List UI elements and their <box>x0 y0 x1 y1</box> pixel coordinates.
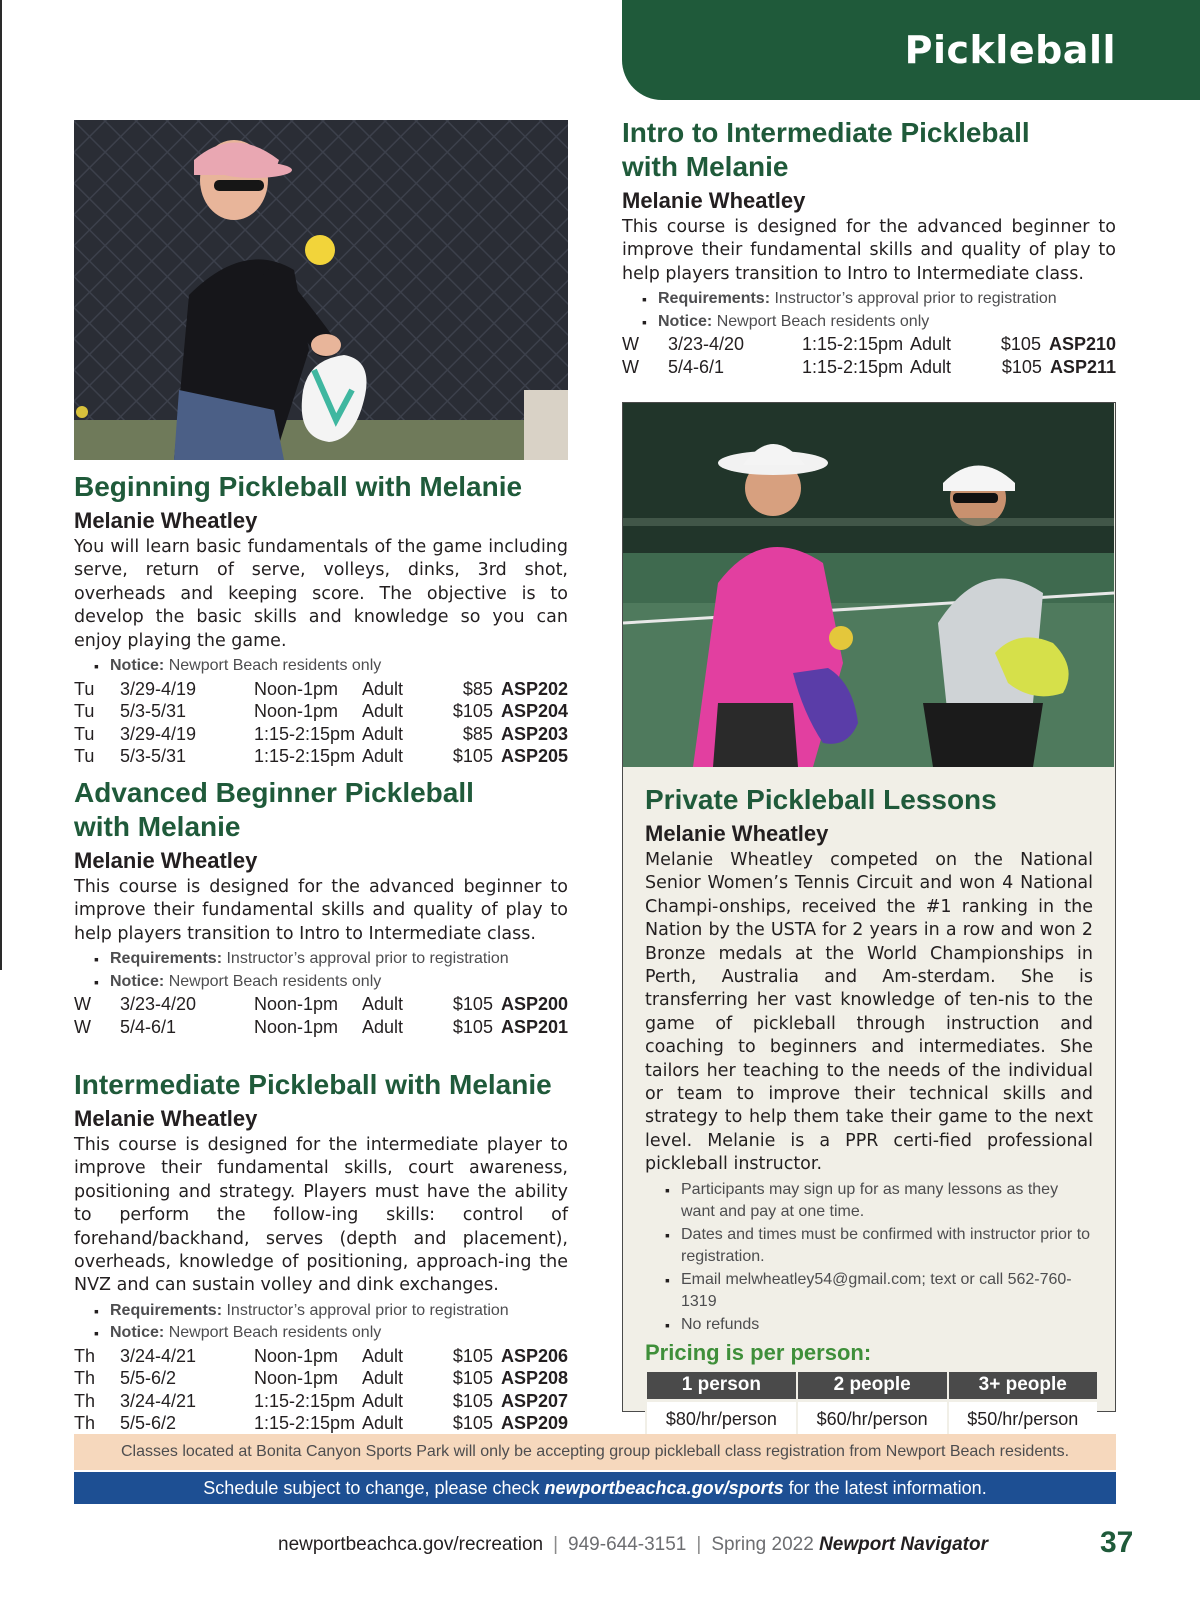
intermediate-description: This course is designed for the intermediate player to improve their fundamental skills, court awareness, positioning and strategy. Players must have the ability to perform the follow-ing skills: control of forehand/backhand, serves (depth and placement), overheads, knowledge of positioning, approach-ing the NVZ and can sustain volley and dink exchanges. <box>74 1135 568 1296</box>
advanced-notice: ▪ Notice: Newport Beach residents only <box>74 971 568 994</box>
schedule-row <box>74 1016 568 1039</box>
schedule-time: 1:15-2:15pm <box>802 334 904 355</box>
schedule-day: Th <box>74 1368 96 1389</box>
schedule-day: W <box>622 356 639 377</box>
schedule-fee: $105 ASP207 <box>452 1390 568 1411</box>
schedule-fee: $105 ASP206 <box>452 1345 568 1366</box>
intermediate-title: Intermediate Pickleball with Melanie <box>74 1069 552 1100</box>
schedule-time: Noon-1pm <box>254 994 339 1015</box>
advanced-title-line2: with Melanie <box>74 811 241 842</box>
schedule-age: Adult <box>362 723 404 744</box>
intermediate-notes <box>74 1300 568 1345</box>
schedule-change-banner: Schedule subject to change, please check newportbeachca.gov/sports for the latest information. <box>74 1472 1116 1504</box>
footer-publication: Newport Navigator <box>819 1534 988 1555</box>
schedule-age: Adult <box>362 746 404 767</box>
course-code: ASP209 <box>500 1413 568 1434</box>
course-code: ASP202 <box>500 678 568 699</box>
schedule-dates: 3/23-4/20 <box>120 994 197 1015</box>
schedule-row <box>74 700 568 723</box>
pricing-value: $50/hr/person <box>948 1400 1097 1438</box>
advanced-requirements: ▪ Requirements: Instructor’s approval prior to registration <box>74 948 568 971</box>
schedule-dates: 5/5-6/2 <box>120 1368 177 1389</box>
private-bullet: ▪ No refunds <box>645 1314 1093 1337</box>
schedule-day: Tu <box>74 746 95 767</box>
schedule-day: W <box>622 334 639 355</box>
section-title: Pickleball <box>904 28 1116 72</box>
beginning-instructor: Melanie Wheatley <box>74 508 258 533</box>
course-code: ASP205 <box>500 746 568 767</box>
page-number: 37 <box>1100 1526 1134 1559</box>
advanced-schedule <box>74 993 568 1038</box>
intro-instructor: Melanie Wheatley <box>622 188 806 213</box>
pricing-header: 2 people <box>797 1372 948 1400</box>
page-footer: newportbeachca.gov/recreation | 949-644-3151 | Spring 2022 Newport Navigator <box>278 1534 988 1555</box>
schedule-fee: $105 ASP205 <box>452 746 568 767</box>
beginning-title: Beginning Pickleball with Melanie <box>74 471 523 502</box>
schedule-day: Tu <box>74 723 95 744</box>
intro-notes <box>622 288 1116 333</box>
schedule-age: Adult <box>362 1368 404 1389</box>
schedule-day: Th <box>74 1390 96 1411</box>
schedule-dates: 5/4-6/1 <box>668 356 725 377</box>
schedule-day: Tu <box>74 701 95 722</box>
intro-title-line1: Intro to Intermediate Pickleball <box>622 117 1030 148</box>
schedule-day: Th <box>74 1413 96 1434</box>
page-edge-line <box>0 0 2 970</box>
residency-notice-banner: Classes located at Bonita Canyon Sports Park will only be accepting group pickleball class registration from Newport Beach residents. <box>74 1434 1116 1470</box>
course-code: ASP206 <box>500 1345 568 1366</box>
schedule-day: W <box>74 1016 91 1037</box>
footer-url[interactable]: newportbeachca.gov/recreation <box>278 1534 544 1555</box>
schedule-dates: 3/29-4/19 <box>120 678 197 699</box>
schedule-row <box>74 678 568 701</box>
schedule-time: 1:15-2:15pm <box>802 356 904 377</box>
beginning-notice: ▪ Notice: Newport Beach residents only <box>74 655 568 678</box>
schedule-time: Noon-1pm <box>254 1016 339 1037</box>
private-lessons-box <box>622 402 1116 1430</box>
private-description: Melanie Wheatley competed on the National Senior Women’s Tennis Circuit and won 4 National Champi-onships, received the #1 ranking in the Nation by the USTA for 2 years in a row and won 2 Bronze medals at the World Championships in Perth, Australia and Am-sterdam. She is transferring her vast knowledge of ten-nis to the game of pickleball through instruction and coaching to beginners and intermediates. She tailors her teaching to the needs of the individual or team to improve their technical skills and strategy to help them take their game to the next level. Melanie is a PPR certi-fied professional pickleball instructor. <box>645 850 1093 1175</box>
schedule-row <box>74 1412 568 1435</box>
schedule-dates: 3/29-4/19 <box>120 723 197 744</box>
schedule-age: Adult <box>910 356 952 377</box>
private-bullet: ▪ Participants may sign up for as many lessons as they want and pay at one time. <box>645 1179 1093 1224</box>
private-bullets <box>645 1179 1093 1337</box>
schedule-time: 1:15-2:15pm <box>254 746 356 767</box>
schedule-row <box>622 333 1116 356</box>
course-code: ASP210 <box>1048 334 1116 355</box>
schedule-day: Th <box>74 1345 96 1366</box>
pricing-value: $60/hr/person <box>797 1400 948 1438</box>
beginning-section <box>74 470 568 768</box>
section-header-band <box>622 0 1200 100</box>
private-instructor: Melanie Wheatley <box>645 821 829 846</box>
private-bullet: ▪ Email melwheatley54@gmail.com; text or call 562-760-1319 <box>645 1269 1093 1314</box>
schedule-age: Adult <box>362 1016 404 1037</box>
footer-season: Spring 2022 <box>711 1534 814 1555</box>
schedule-time: Noon-1pm <box>254 701 339 722</box>
intermediate-schedule <box>74 1345 568 1435</box>
schedule-day: Tu <box>74 678 95 699</box>
schedule-row <box>74 1345 568 1368</box>
beginning-description: You will learn basic fundamentals of the game including serve, return of serve, volleys, dinks, 3rd shot, overheads and keeping score. The objective is to develop the basic skills and knowledge so you can enjoy playing the game. <box>74 537 568 651</box>
beginning-notes <box>74 655 568 678</box>
intermediate-notice: ▪ Notice: Newport Beach residents only <box>74 1322 568 1345</box>
pricing-header: 3+ people <box>948 1372 1097 1400</box>
schedule-row <box>74 745 568 768</box>
schedule-row <box>74 1367 568 1390</box>
schedule-time: Noon-1pm <box>254 1345 339 1366</box>
schedule-age: Adult <box>362 1390 404 1411</box>
schedule-age: Adult <box>910 334 952 355</box>
schedule-row <box>74 723 568 746</box>
pricing-heading: Pricing is per person: <box>645 1340 872 1366</box>
schedule-dates: 5/3-5/31 <box>120 701 187 722</box>
intermediate-requirements: ▪ Requirements: Instructor’s approval prior to registration <box>74 1300 568 1323</box>
schedule-fee: $105 ASP210 <box>1000 334 1116 355</box>
schedule-fee: $85 ASP203 <box>462 723 568 744</box>
course-code: ASP201 <box>500 1016 568 1037</box>
intermediate-instructor: Melanie Wheatley <box>74 1106 258 1131</box>
schedule-row <box>74 993 568 1016</box>
schedule-fee: $85 ASP202 <box>462 678 568 699</box>
course-code: ASP200 <box>500 994 568 1015</box>
advanced-section <box>74 776 568 1038</box>
pricing-value: $80/hr/person <box>646 1400 797 1438</box>
schedule-dates: 3/24-4/21 <box>120 1345 197 1366</box>
schedule-day: W <box>74 994 91 1015</box>
schedule-age: Adult <box>362 1413 404 1434</box>
intro-title-line2: with Melanie <box>622 151 789 182</box>
pricing-header: 1 person <box>646 1372 797 1400</box>
photo-two-players <box>623 403 1114 767</box>
schedule-dates: 5/4-6/1 <box>120 1016 177 1037</box>
course-code: ASP203 <box>500 723 568 744</box>
schedule-age: Adult <box>362 1345 404 1366</box>
schedule-time: Noon-1pm <box>254 1368 339 1389</box>
schedule-time: Noon-1pm <box>254 678 339 699</box>
intro-description: This course is designed for the advanced beginner to improve their fundamental skills and quality of play to help players transition to Intro to Intermediate class. <box>622 217 1116 284</box>
footer-phone: 949-644-3151 <box>568 1534 687 1555</box>
photo-player-serving <box>74 120 568 460</box>
schedule-row <box>74 1390 568 1413</box>
schedule-dates: 5/3-5/31 <box>120 746 187 767</box>
schedule-age: Adult <box>362 701 404 722</box>
private-title: Private Pickleball Lessons <box>645 784 997 815</box>
schedule-dates: 5/5-6/2 <box>120 1413 177 1434</box>
intro-schedule <box>622 333 1116 378</box>
sports-link[interactable]: newportbeachca.gov/sports <box>544 1478 784 1498</box>
schedule-fee: $105 ASP204 <box>452 701 568 722</box>
intermediate-section <box>74 1068 568 1435</box>
private-bullet: ▪ Dates and times must be confirmed with instructor prior to registration. <box>645 1224 1093 1269</box>
advanced-title-line1: Advanced Beginner Pickleball <box>74 777 474 808</box>
pricing-table <box>645 1372 1097 1438</box>
intro-requirements: ▪ Requirements: Instructor’s approval prior to registration <box>622 288 1116 311</box>
advanced-notes <box>74 948 568 993</box>
schedule-fee: $105 ASP200 <box>452 994 568 1015</box>
schedule-dates: 3/24-4/21 <box>120 1390 197 1411</box>
schedule-age: Adult <box>362 994 404 1015</box>
schedule-time: 1:15-2:15pm <box>254 723 356 744</box>
schedule-fee: $105 ASP211 <box>1001 356 1116 377</box>
advanced-description: This course is designed for the advanced beginner to improve their fundamental skills and quality of play to help players transition to Intro to Intermediate class. <box>74 877 568 944</box>
advanced-instructor: Melanie Wheatley <box>74 848 258 873</box>
schedule-fee: $105 ASP209 <box>452 1413 568 1434</box>
course-code: ASP207 <box>500 1390 568 1411</box>
course-code: ASP204 <box>500 701 568 722</box>
schedule-row <box>622 356 1116 379</box>
intro-notice: ▪ Notice: Newport Beach residents only <box>622 311 1116 334</box>
schedule-time: 1:15-2:15pm <box>254 1413 356 1434</box>
schedule-fee: $105 ASP201 <box>452 1016 568 1037</box>
schedule-age: Adult <box>362 678 404 699</box>
course-code: ASP211 <box>1049 356 1116 377</box>
private-lessons-content <box>645 783 1093 1438</box>
schedule-time: 1:15-2:15pm <box>254 1390 356 1411</box>
beginning-schedule <box>74 678 568 768</box>
schedule-dates: 3/23-4/20 <box>668 334 745 355</box>
intro-section <box>622 116 1116 378</box>
schedule-fee: $105 ASP208 <box>452 1368 568 1389</box>
course-code: ASP208 <box>500 1368 568 1389</box>
